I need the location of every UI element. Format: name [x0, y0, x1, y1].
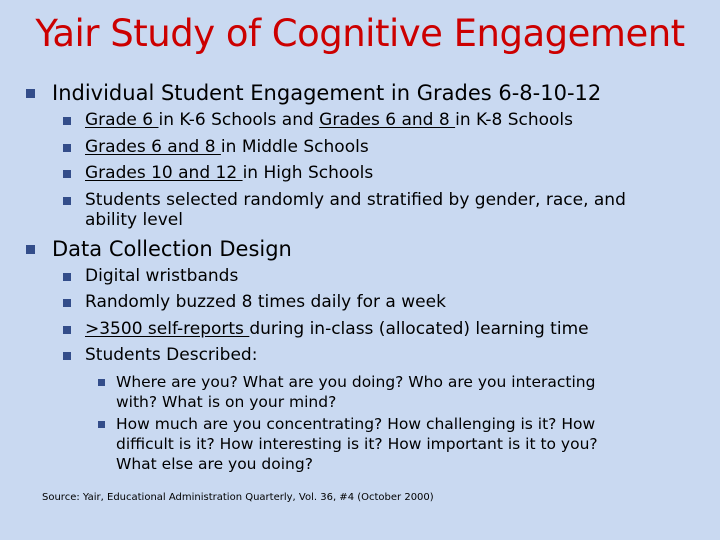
item-text: with? What is on your mind? — [116, 393, 337, 411]
item-text: in High Schools — [242, 163, 374, 183]
square-bullet-icon — [26, 89, 35, 98]
item-text: ability level — [85, 210, 183, 230]
square-bullet-icon — [63, 352, 71, 360]
square-bullet-icon — [63, 170, 71, 178]
item-text: during in-class (allocated) learning time — [249, 319, 589, 339]
underlined-text: Grades 6 and 8 — [85, 137, 221, 157]
item-text: Digital wristbands — [85, 266, 239, 286]
square-bullet-icon — [98, 379, 105, 386]
list-item — [85, 345, 257, 366]
item-text: How much are you concentrating? How challenging is it? How — [116, 415, 596, 433]
item-text: difficult is it? How interesting is it? How important is it to you? — [116, 435, 598, 453]
square-bullet-icon — [63, 299, 71, 307]
list-item — [85, 319, 589, 340]
list-item — [85, 137, 369, 158]
square-bullet-icon — [26, 245, 35, 254]
list-item — [85, 266, 238, 287]
section-heading-data-collection — [52, 236, 292, 262]
list-item — [85, 292, 446, 313]
item-text: What else are you doing? — [116, 455, 313, 473]
square-bullet-icon — [63, 326, 71, 334]
item-text: Randomly buzzed 8 times daily for a week — [85, 292, 446, 312]
section-heading-engagement — [52, 80, 601, 106]
item-text: Where are you? What are you doing? Who are you interacting — [116, 373, 596, 391]
item-text: Students selected randomly and stratified by gender, race, and — [85, 190, 626, 210]
source-citation: Source: Yair, Educational Administration Quarterly, Vol. 36, #4 (October 2000) — [42, 492, 434, 503]
section-heading-text: Individual Student Engagement in Grades 6-8-10-12 — [52, 81, 602, 105]
sub-list-item-continuation — [116, 454, 313, 474]
section-heading-text: Data Collection Design — [52, 237, 292, 261]
sub-list-item-continuation — [116, 434, 598, 454]
list-item — [85, 163, 373, 184]
list-item — [85, 110, 573, 131]
square-bullet-icon — [63, 273, 71, 281]
square-bullet-icon — [98, 421, 105, 428]
underlined-text: Grade 6 — [85, 110, 159, 130]
item-text: Students Described: — [85, 345, 258, 365]
item-text: in K-8 Schools — [455, 110, 574, 130]
item-text: in Middle Schools — [220, 137, 369, 157]
item-text: in K-6 Schools and — [158, 110, 320, 130]
list-item — [85, 190, 626, 211]
square-bullet-icon — [63, 144, 71, 152]
list-item-continuation — [85, 210, 183, 231]
square-bullet-icon — [63, 197, 71, 205]
sub-list-item — [116, 372, 595, 392]
underlined-text: Grades 6 and 8 — [319, 110, 456, 130]
underlined-text: >3500 self-reports — [85, 319, 250, 339]
square-bullet-icon — [63, 117, 71, 125]
sub-list-item-continuation — [116, 392, 336, 412]
sub-list-item — [116, 414, 595, 434]
slide-title: Yair Study of Cognitive Engagement — [35, 12, 685, 55]
underlined-text: Grades 10 and 12 — [85, 163, 243, 183]
